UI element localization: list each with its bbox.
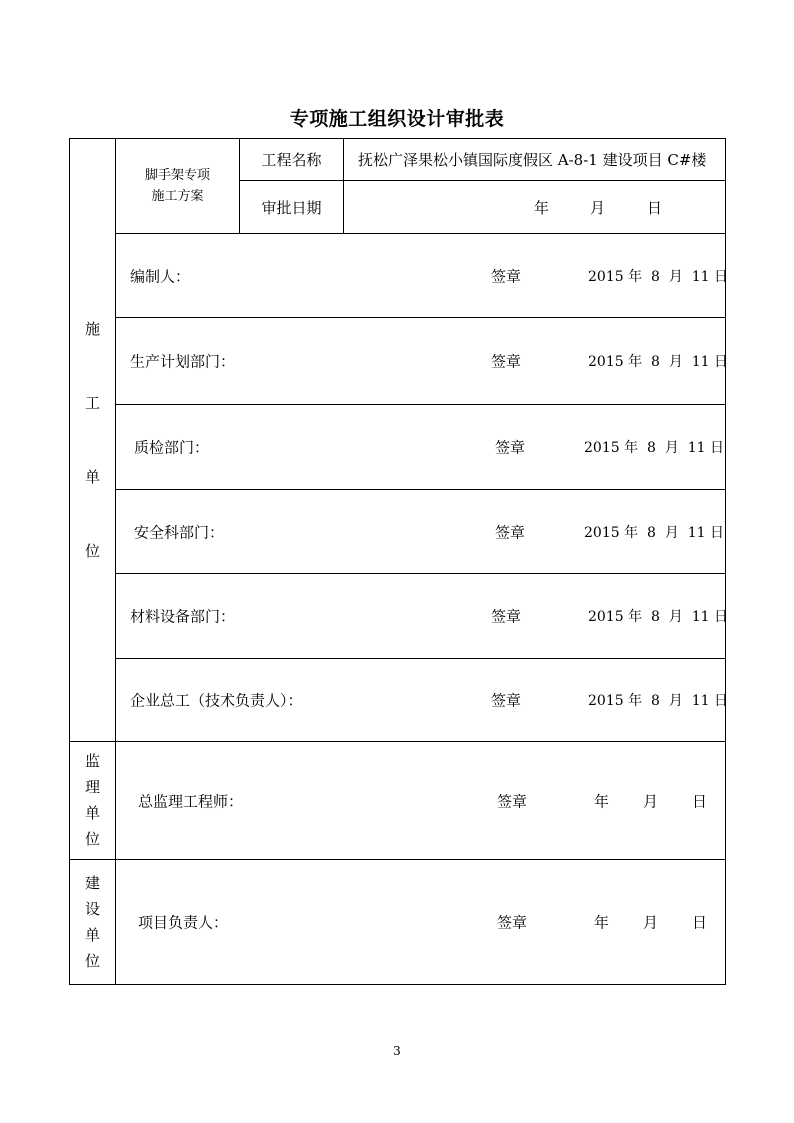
signature-date: 年 月 日 [594,792,708,810]
signature-date: 2015 年 8 月 11 日 [588,268,729,285]
signature-date: 2015 年 8 月 11 日 [588,609,729,625]
signature-date: 年 月 日 [594,913,708,932]
signature-row-safety [116,490,726,574]
signature-label: 质检部门： [134,438,210,457]
stamp-label: 签章 [491,352,522,371]
form-title: 专项施工组织设计审批表 [289,108,505,130]
signature-row-production-planning [116,318,729,405]
owner-unit-heading: 建 设 单 位 [70,860,116,985]
approval-date-label: 审批日期 [240,181,344,234]
stamp-label: 签章 [491,691,522,710]
signature-date: 2015 年 8 月 11 日 [584,524,725,541]
signature-row-chief-engineer [116,659,729,742]
plan-name-line2: 施工方案 [151,189,204,204]
approval-date-month: 月 [590,199,606,217]
stamp-label: 签章 [497,792,528,810]
approval-date-value [344,181,726,234]
plan-name-cell [116,139,240,234]
signature-label: 总监理工程师： [138,792,244,810]
signature-date: 2015 年 8 月 11 日 [584,440,725,456]
supervision-unit-heading: 监 理 单 位 [70,742,116,860]
signature-label: 安全科部门： [134,523,225,541]
signature-label: 生产计划部门： [130,352,236,371]
stamp-label: 签章 [495,438,526,457]
project-name-label: 工程名称 [240,139,344,181]
approval-date-day: 日 [647,199,663,217]
stamp-label: 签章 [491,267,522,285]
signature-date: 2015 年 8 月 11 日 [588,693,729,709]
stamp-label: 签章 [491,607,522,626]
project-name-value: 抚松广泽果松小镇国际度假区 A-8-1 建设项目 C#楼 [344,139,726,181]
signature-label: 项目负责人： [138,913,229,932]
signature-label: 材料设备部门： [130,607,236,626]
construction-unit-heading: 施 工 单 位 [70,139,116,742]
signature-row-chief-supervisor [116,742,726,860]
signature-row-quality-inspection [116,405,726,490]
signature-row-materials-equipment [116,574,729,659]
stamp-label: 签章 [495,523,526,541]
approval-date-year: 年 [534,199,550,217]
signature-row-project-manager [116,860,726,985]
plan-name-line1: 脚手架专项 [144,168,210,183]
signature-label: 编制人： [130,267,191,285]
approval-table [69,138,729,985]
signature-label: 企业总工（技术负责人）： [130,691,303,710]
signature-row-compiler [116,234,729,318]
stamp-label: 签章 [497,913,528,932]
page-number: 3 [393,1044,401,1058]
signature-date: 2015 年 8 月 11 日 [588,354,729,370]
